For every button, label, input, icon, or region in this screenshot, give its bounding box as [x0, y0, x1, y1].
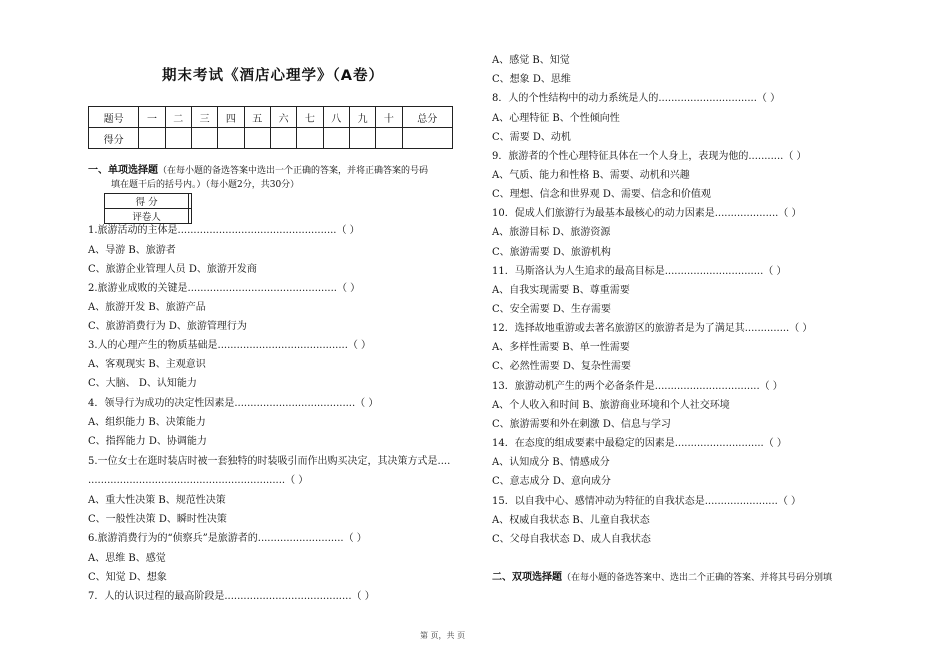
section1-note-line2: 填在题干后的括号内。）（每小题2分，共30分） [111, 180, 300, 190]
option-line: A、思维 B、感觉 [88, 553, 166, 564]
score-header-cell: 题号 [89, 107, 139, 128]
score-header-cell: 三 [191, 107, 217, 128]
grader-cell[interactable] [189, 194, 192, 209]
question-line: 5.一位女士在逛时装店时被一套独特的时装吸引而作出购买决定，其决策方式是.... [88, 456, 451, 467]
question-line: 15．以自我中心、感情冲动为特征的自我状态是.......................（ ） [492, 496, 802, 507]
question-line: 14．在态度的组成要素中最稳定的因素是............................（ ） [492, 438, 787, 449]
score-header-cell: 八 [323, 107, 349, 128]
option-line: A、重大性决策 B、规范性决策 [88, 495, 226, 506]
option-line: C、想象 D、思维 [492, 74, 571, 85]
question-line: 8．人的个性结构中的动力系统是人的...............................（ ） [492, 93, 781, 104]
option-line: C、理想、信念和世界观 D、需要、信念和价值观 [492, 189, 711, 200]
section2-heading [492, 572, 832, 584]
section1-heading [88, 165, 428, 177]
option-line: C、需要 D、动机 [492, 132, 571, 143]
option-line: C、指挥能力 D、协调能力 [88, 436, 207, 447]
question-line: 10．促成人们旅游行为最基本最核心的动力因素是....................（ ） [492, 208, 802, 219]
score-header-cell: 二 [165, 107, 191, 128]
section1-note: （在每小题的备选答案中选出一个正确的答案，并将正确答案的号码 [158, 166, 429, 176]
question-line: 7．人的认识过程的最高阶段是........................................（ ） [88, 591, 375, 602]
option-line: A、认知成分 B、情感成分 [492, 457, 610, 468]
score-cell[interactable] [244, 128, 270, 149]
question-line: 12．选择故地重游或去著名旅游区的旅游者是为了满足其..............（ ） [492, 323, 813, 334]
option-line: C、旅游需要和外在刺激 D、信息与学习 [492, 419, 671, 430]
option-line: C、父母自我状态 D、成人自我状态 [492, 534, 651, 545]
score-table [88, 106, 453, 149]
question-line: 4．领导行为成功的决定性因素是......................................（ ） [88, 398, 379, 409]
option-line: C、意志成分 D、意向成分 [492, 476, 611, 487]
score-row-label: 得分 [89, 128, 139, 149]
option-line: C、安全需要 D、生存需要 [492, 304, 611, 315]
question-line: 11．马斯洛认为人生追求的最高目标是...............................（ ） [492, 266, 787, 277]
score-cell[interactable] [139, 128, 165, 149]
page-footer: 第 页，共 页 [420, 631, 466, 640]
score-cell[interactable] [270, 128, 296, 149]
option-line: A、心理特征 B、个性倾向性 [492, 113, 620, 124]
score-header-cell: 十 [376, 107, 402, 128]
option-line: A、感觉 B、知觉 [492, 55, 570, 66]
grader-table [104, 193, 192, 224]
grader-label: 得 分 [105, 194, 189, 209]
option-line: C、旅游需要 D、旅游机构 [492, 247, 611, 258]
option-line: A、导游 B、旅游者 [88, 245, 176, 256]
option-line: A、多样性需要 B、单一性需要 [492, 342, 630, 353]
option-line: C、旅游企业管理人员 D、旅游开发商 [88, 264, 257, 275]
section1-title: 一、单项选择题 [88, 165, 158, 176]
score-header-row [89, 107, 453, 128]
section2-title: 二、双项选择题 [492, 572, 562, 583]
question-line: 6.旅游消费行为的“侦察兵”是旅游者的...........................（ ） [88, 533, 367, 544]
section2-note: （在每小题的备选答案中、选出二个正确的答案、并将其号码分别填 [562, 573, 833, 583]
option-line: A、气质、能力和性格 B、需要、动机和兴趣 [492, 170, 690, 181]
score-header-cell: 五 [244, 107, 270, 128]
score-header-cell: 一 [139, 107, 165, 128]
option-line: C、必然性需要 D、复杂性需要 [492, 361, 631, 372]
question-line: 2.旅游业成败的关键是...............................................（ ） [88, 283, 361, 294]
option-line: C、知觉 D、想象 [88, 572, 167, 583]
score-header-cell: 九 [349, 107, 375, 128]
score-cell[interactable] [297, 128, 323, 149]
score-cell[interactable] [191, 128, 217, 149]
question-line: 1.旅游活动的主体是..................................................（ ） [88, 225, 360, 236]
score-cell[interactable] [376, 128, 402, 149]
score-cell[interactable] [349, 128, 375, 149]
score-header-cell: 四 [218, 107, 244, 128]
option-line: A、自我实现需要 B、尊重需要 [492, 285, 630, 296]
option-line: A、旅游目标 D、旅游资源 [492, 227, 611, 238]
option-line: C、大脑、 D、认知能力 [88, 378, 197, 389]
question-continuation: ..............................................................（ ） [88, 475, 309, 486]
score-header-cell: 七 [297, 107, 323, 128]
score-cell[interactable] [165, 128, 191, 149]
option-line: A、旅游开发 B、旅游产品 [88, 302, 206, 313]
option-line: A、个人收入和时间 B、旅游商业环境和个人社交环境 [492, 400, 730, 411]
score-header-cell: 总分 [402, 107, 452, 128]
option-line: C、旅游消费行为 D、旅游管理行为 [88, 321, 247, 332]
option-line: A、权威自我状态 B、儿童自我状态 [492, 515, 650, 526]
option-line: C、一般性决策 D、瞬时性决策 [88, 514, 227, 525]
grader-cell[interactable] [189, 209, 192, 224]
question-line: 3.人的心理产生的物质基础是.........................................（ ） [88, 340, 372, 351]
score-cell[interactable] [218, 128, 244, 149]
question-line: 13．旅游动机产生的两个必备条件是.................................（ ） [492, 381, 783, 392]
grader-label: 评卷人 [105, 209, 189, 224]
option-line: A、组织能力 B、决策能力 [88, 417, 206, 428]
score-header-cell: 六 [270, 107, 296, 128]
score-value-row [89, 128, 453, 149]
option-line: A、客观现实 B、主观意识 [88, 359, 206, 370]
score-cell[interactable] [402, 128, 452, 149]
score-cell[interactable] [323, 128, 349, 149]
exam-title: 期末考试《酒店心理学》（A卷） [162, 68, 384, 84]
question-line: 9．旅游者的个性心理特征具体在一个人身上，表现为他的...........（ ） [492, 151, 807, 162]
